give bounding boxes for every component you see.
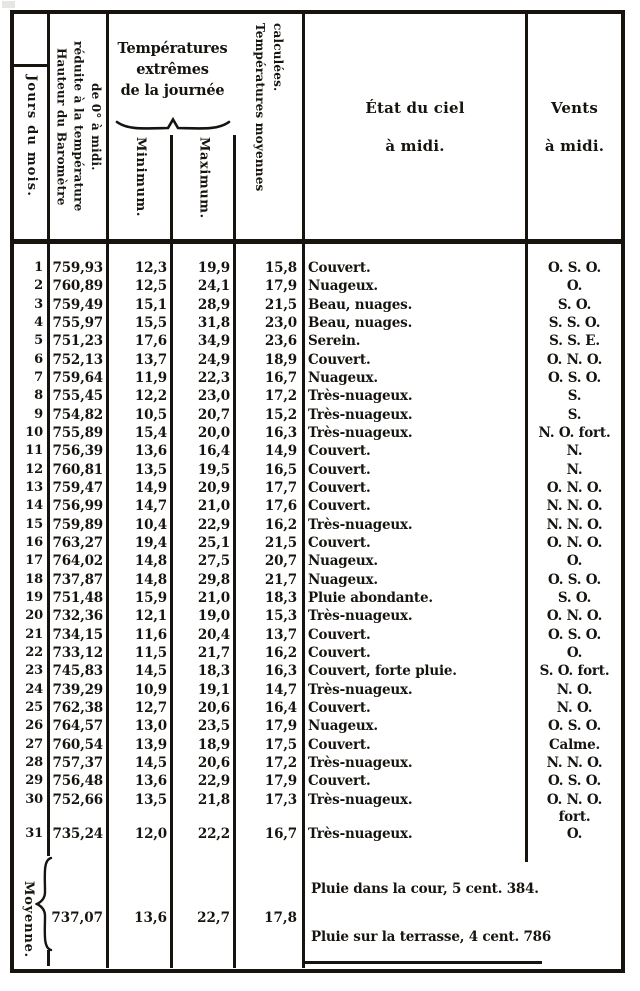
cell-minimum: 10,9 — [134, 681, 167, 698]
cell-wind: O. N. O. — [546, 608, 603, 625]
table-row — [14, 332, 621, 350]
cell-barometer: 760,81 — [52, 461, 103, 478]
cell-sky: Nuageux. — [308, 278, 378, 295]
cell-day: 25 — [25, 699, 43, 715]
header-days-column — [14, 14, 50, 239]
cell-maximum: 19,0 — [197, 608, 230, 625]
cell-barometer: 762,38 — [52, 699, 103, 716]
cell-sky: Nuageux. — [308, 571, 378, 588]
cell-barometer: 759,64 — [52, 369, 103, 386]
cell-maximum: 23,0 — [197, 388, 230, 405]
cell-sky: Très-nuageux. — [308, 791, 413, 808]
cell-wind: O. — [566, 553, 583, 570]
cell-maximum: 20,6 — [197, 699, 230, 716]
cell-day: 29 — [25, 773, 43, 789]
table-row — [14, 516, 621, 534]
table-row — [14, 369, 621, 387]
cell-day: 23 — [25, 663, 43, 679]
cell-mean: 17,3 — [264, 791, 297, 808]
cell-minimum: 15,1 — [134, 296, 167, 313]
notes-bottom-rule — [305, 961, 542, 964]
cell-mean: 15,8 — [264, 260, 297, 276]
cell-day: 18 — [25, 571, 43, 587]
cell-wind: S. S. E. — [549, 333, 600, 350]
cell-barometer: 732,36 — [52, 608, 103, 625]
cell-barometer: 756,39 — [52, 443, 103, 460]
cell-sky: Couvert. — [308, 626, 371, 643]
cell-sky: Très-nuageux. — [308, 608, 413, 625]
cell-wind: O. S. O. — [547, 718, 602, 735]
cell-mean: 15,3 — [264, 608, 297, 625]
table-rows — [14, 259, 621, 843]
cell-barometer: 759,93 — [52, 260, 103, 276]
table-row — [14, 424, 621, 442]
cell-minimum: 13,5 — [134, 791, 167, 808]
cell-barometer: 757,37 — [52, 754, 103, 771]
cell-maximum: 34,9 — [197, 333, 230, 350]
table-row — [14, 589, 621, 607]
cell-wind: O. N. O. — [546, 479, 603, 496]
cell-maximum: 22,9 — [197, 773, 230, 790]
cell-minimum: 10,5 — [134, 406, 167, 423]
cell-mean: 21,5 — [264, 534, 297, 551]
cell-sky: Couvert. — [308, 736, 371, 753]
cell-mean: 17,2 — [264, 388, 297, 405]
table-row — [14, 479, 621, 497]
cell-maximum: 25,1 — [197, 534, 230, 551]
cell-mean: 17,7 — [264, 479, 297, 496]
cell-wind: S. O. fort. — [539, 663, 610, 680]
table-row — [14, 277, 621, 295]
summary-wind-cell — [528, 908, 621, 928]
cell-minimum: 15,4 — [134, 424, 167, 441]
cell-barometer: 745,83 — [52, 663, 103, 680]
cell-barometer: 759,49 — [52, 296, 103, 313]
cell-sky: Très-nuageux. — [308, 406, 413, 423]
cell-wind: S. O. — [557, 296, 592, 313]
cell-day: 13 — [25, 479, 43, 495]
cell-sky: Couvert, forte pluie. — [308, 663, 457, 680]
cell-day: 17 — [25, 553, 43, 569]
cell-minimum: 11,9 — [134, 369, 167, 386]
cell-barometer: 756,48 — [52, 773, 103, 790]
table-row — [14, 791, 621, 825]
table-row — [14, 754, 621, 772]
cell-day: 31 — [25, 825, 43, 841]
cell-minimum: 13,6 — [134, 773, 167, 790]
cell-barometer: 756,99 — [52, 498, 103, 515]
cell-barometer: 735,24 — [52, 825, 103, 842]
header-sky-column — [305, 14, 528, 239]
cell-day: 16 — [25, 534, 43, 550]
cell-barometer: 739,29 — [52, 681, 103, 698]
cell-day: 7 — [34, 369, 43, 385]
cell-maximum: 27,5 — [197, 553, 230, 570]
table-row — [14, 626, 621, 644]
cell-wind-strength: fort. — [558, 808, 591, 825]
cell-mean: 16,7 — [264, 825, 297, 842]
summary-day-cell — [14, 908, 50, 928]
cell-minimum: 12,7 — [134, 699, 167, 716]
cell-wind: O. N. O. — [546, 534, 603, 551]
cell-maximum: 21,7 — [197, 644, 230, 661]
header-extremes-title: Températures extrêmes de la journée — [117, 40, 228, 99]
cell-maximum: 18,9 — [197, 736, 230, 753]
table-body — [14, 244, 621, 968]
cell-minimum: 12,0 — [134, 825, 167, 842]
curly-brace-icon — [35, 856, 55, 952]
cell-mean: 17,9 — [264, 718, 297, 735]
cell-day: 1 — [34, 260, 43, 275]
cell-minimum: 17,6 — [134, 333, 167, 350]
header-winds-column — [528, 14, 621, 239]
scan-artifact — [2, 1, 15, 8]
header-means-column — [236, 14, 305, 239]
cell-barometer: 733,12 — [52, 644, 103, 661]
cell-barometer: 759,89 — [52, 516, 103, 533]
cell-mean: 16,2 — [264, 516, 297, 533]
table-row — [14, 699, 621, 717]
cell-day: 6 — [34, 351, 43, 367]
cell-sky: Couvert. — [308, 260, 371, 276]
cell-day: 22 — [25, 644, 43, 660]
cell-minimum: 14,9 — [134, 479, 167, 496]
cell-minimum: 12,1 — [134, 608, 167, 625]
cell-wind: N. N. O. — [546, 754, 603, 771]
header-minmax-columns — [109, 135, 236, 239]
cell-maximum: 29,8 — [197, 571, 230, 588]
cell-wind: O. S. O. — [547, 260, 602, 276]
cell-day: 14 — [25, 498, 43, 514]
table-row — [14, 662, 621, 680]
cell-day: 30 — [25, 791, 43, 807]
table-row — [14, 442, 621, 460]
cell-barometer: 751,48 — [52, 589, 103, 606]
cell-day: 2 — [34, 278, 43, 294]
cell-wind: N. N. O. — [546, 498, 603, 515]
cell-sky: Couvert. — [308, 351, 371, 368]
cell-barometer: 764,57 — [52, 718, 103, 735]
cell-mean: 16,3 — [264, 663, 297, 680]
cell-wind: Calme. — [549, 736, 600, 753]
cell-sky: Couvert. — [308, 461, 371, 478]
cell-mean: 16,7 — [264, 369, 297, 386]
header-maximum-label: Maximum. — [196, 137, 212, 219]
cell-minimum: 11,6 — [134, 626, 167, 643]
cell-wind: O. — [566, 278, 583, 295]
cell-mean: 16,2 — [264, 644, 297, 661]
cell-maximum: 19,9 — [197, 260, 230, 276]
cell-day: 21 — [25, 626, 43, 642]
cell-maximum: 31,8 — [197, 314, 230, 331]
cell-maximum: 24,1 — [197, 278, 230, 295]
cell-mean: 17,9 — [264, 278, 297, 295]
header-days-label: Jours du mois. — [23, 75, 39, 198]
cell-maximum: 20,9 — [197, 479, 230, 496]
header-maximum-column — [173, 135, 236, 239]
table-row — [14, 406, 621, 424]
header-barometer-label: Hauteur du Baromètre réduite à la température de 0° à midi. — [54, 41, 104, 212]
header-winds-label: Vents à midi. — [544, 98, 605, 155]
cell-barometer: 754,82 — [52, 406, 103, 423]
cell-barometer: 752,13 — [52, 351, 103, 368]
cell-mean: 17,6 — [264, 498, 297, 515]
cell-day: 27 — [25, 736, 43, 752]
cell-maximum: 18,3 — [197, 663, 230, 680]
header-minimum-column — [109, 135, 173, 239]
cell-sky: Nuageux. — [308, 553, 378, 570]
cell-wind: O. S. O. — [547, 571, 602, 588]
table-row — [14, 497, 621, 515]
cell-maximum: 22,9 — [197, 516, 230, 533]
cell-wind: N. O. — [556, 699, 593, 716]
cell-mean: 17,5 — [264, 736, 297, 753]
header-minimum-label: Minimum. — [132, 137, 148, 218]
cell-mean: 21,7 — [264, 571, 297, 588]
header-days-box — [14, 64, 47, 236]
cell-mean: 14,9 — [264, 443, 297, 460]
cell-barometer: 755,45 — [52, 388, 103, 405]
cell-minimum: 13,7 — [134, 351, 167, 368]
cell-day: 11 — [25, 443, 43, 459]
cell-day: 28 — [25, 754, 43, 770]
cell-maximum: 21,8 — [197, 791, 230, 808]
table-row — [14, 296, 621, 314]
cell-maximum: 19,5 — [197, 461, 230, 478]
summary-mean: 17,8 — [264, 910, 297, 926]
cell-minimum: 14,8 — [134, 571, 167, 588]
cell-minimum: 15,5 — [134, 314, 167, 331]
cell-mean: 21,5 — [264, 296, 297, 313]
cell-barometer: 763,27 — [52, 534, 103, 551]
cell-mean: 18,9 — [264, 351, 297, 368]
cell-mean: 23,6 — [264, 333, 297, 350]
cell-minimum: 14,5 — [134, 663, 167, 680]
cell-sky: Couvert. — [308, 773, 371, 790]
summary-maximum: 22,7 — [197, 910, 230, 926]
cell-mean: 13,7 — [264, 626, 297, 643]
column-divider — [47, 950, 50, 966]
cell-minimum: 13,5 — [134, 461, 167, 478]
cell-minimum: 11,5 — [134, 644, 167, 661]
cell-sky: Très-nuageux. — [308, 516, 413, 533]
cell-wind: N. O. — [556, 681, 593, 698]
cell-sky: Couvert. — [308, 644, 371, 661]
cell-minimum: 12,2 — [134, 388, 167, 405]
cell-sky: Très-nuageux. — [308, 388, 413, 405]
table-row — [14, 259, 621, 277]
weather-observation-table — [10, 10, 625, 973]
cell-barometer: 760,89 — [52, 278, 103, 295]
table-row — [14, 607, 621, 625]
cell-day: 10 — [25, 424, 43, 440]
cell-sky: Serein. — [308, 333, 361, 350]
cell-maximum: 28,9 — [197, 296, 230, 313]
cell-minimum: 10,4 — [134, 516, 167, 533]
table-row — [14, 461, 621, 479]
cell-barometer: 755,89 — [52, 424, 103, 441]
table-row — [14, 736, 621, 754]
cell-sky: Couvert. — [308, 699, 371, 716]
cell-mean: 17,9 — [264, 773, 297, 790]
cell-sky: Nuageux. — [308, 718, 378, 735]
cell-sky: Très-nuageux. — [308, 754, 413, 771]
cell-maximum: 23,5 — [197, 718, 230, 735]
summary-row — [14, 908, 621, 928]
cell-day: 19 — [25, 589, 43, 605]
cell-sky: Couvert. — [308, 534, 371, 551]
cell-maximum: 20,4 — [197, 626, 230, 643]
cell-maximum: 22,3 — [197, 369, 230, 386]
summary-barometer: 737,07 — [51, 910, 103, 926]
cell-sky: Couvert. — [308, 498, 371, 515]
cell-sky: Pluie abondante. — [308, 589, 433, 606]
cell-mean: 16,4 — [264, 699, 297, 716]
cell-maximum: 16,4 — [197, 443, 230, 460]
cell-day: 9 — [34, 406, 43, 422]
brace-icon — [114, 116, 232, 133]
cell-wind: S. S. O. — [548, 314, 601, 331]
table-row — [14, 387, 621, 405]
cell-barometer: 759,47 — [52, 479, 103, 496]
cell-mean: 16,5 — [264, 461, 297, 478]
table-row — [14, 314, 621, 332]
table-row — [14, 717, 621, 735]
cell-mean: 16,3 — [264, 424, 297, 441]
cell-wind: S. — [567, 406, 582, 423]
cell-mean: 14,7 — [264, 681, 297, 698]
cell-day: 8 — [34, 388, 43, 404]
cell-wind: O. N. O. fort. — [528, 791, 621, 809]
cell-minimum: 13,9 — [134, 736, 167, 753]
cell-wind: N. — [566, 443, 583, 460]
table-row — [14, 351, 621, 369]
table-row — [14, 825, 621, 843]
cell-maximum: 19,1 — [197, 681, 230, 698]
cell-maximum: 20,0 — [197, 424, 230, 441]
cell-minimum: 12,5 — [134, 278, 167, 295]
cell-mean: 15,2 — [264, 406, 297, 423]
cell-wind: O. — [566, 825, 583, 842]
cell-minimum: 14,8 — [134, 553, 167, 570]
cell-maximum: 20,7 — [197, 406, 230, 423]
cell-sky: Très-nuageux. — [308, 424, 413, 441]
header-sky-label: État du ciel à midi. — [365, 98, 465, 155]
table-row — [14, 644, 621, 662]
table-row — [14, 772, 621, 790]
cell-sky: Couvert. — [308, 479, 371, 496]
cell-barometer: 752,66 — [52, 791, 103, 808]
summary-sky-cell — [305, 908, 528, 928]
cell-sky: Très-nuageux. — [308, 681, 413, 698]
cell-minimum: 19,4 — [134, 534, 167, 551]
cell-barometer: 734,15 — [52, 626, 103, 643]
table-row — [14, 552, 621, 570]
cell-sky: Nuageux. — [308, 369, 378, 386]
cell-wind: O. S. O. — [547, 369, 602, 386]
header-means-label: Températures moyennes calculées. — [253, 23, 285, 192]
cell-mean: 20,7 — [264, 553, 297, 570]
cell-maximum: 21,0 — [197, 498, 230, 515]
cell-minimum: 13,6 — [134, 443, 167, 460]
cell-minimum: 15,9 — [134, 589, 167, 606]
summary-minimum: 13,6 — [134, 910, 167, 926]
cell-barometer: 755,97 — [52, 314, 103, 331]
cell-barometer: 764,02 — [52, 553, 103, 570]
cell-day: 5 — [34, 333, 43, 349]
cell-day: 4 — [34, 314, 43, 330]
cell-barometer: 737,87 — [52, 571, 103, 588]
cell-sky: Beau, nuages. — [308, 296, 413, 313]
cell-maximum: 20,6 — [197, 754, 230, 771]
summary-label: Moyenne. — [20, 881, 36, 958]
cell-day: 15 — [25, 516, 43, 532]
table-row — [14, 571, 621, 589]
cell-day: 20 — [25, 608, 43, 624]
cell-wind: O. N. O. — [546, 351, 603, 368]
cell-wind: S. — [567, 388, 582, 405]
cell-minimum: 13,0 — [134, 718, 167, 735]
cell-mean: 18,3 — [264, 589, 297, 606]
cell-minimum: 14,5 — [134, 754, 167, 771]
cell-minimum: 14,7 — [134, 498, 167, 515]
cell-wind: S. O. — [557, 589, 592, 606]
cell-maximum: 24,9 — [197, 351, 230, 368]
cell-day: 24 — [25, 681, 43, 697]
cell-sky: Couvert. — [308, 443, 371, 460]
cell-day: 26 — [25, 718, 43, 734]
rain-note-terrace: Pluie sur la terrasse, 4 cent. 786 — [311, 929, 552, 945]
cell-minimum: 12,3 — [134, 260, 167, 276]
header-extremes-group — [109, 14, 236, 239]
cell-mean: 23,0 — [264, 314, 297, 331]
rain-note-courtyard: Pluie dans la cour, 5 cent. 384. — [311, 881, 539, 897]
table-header — [14, 14, 621, 244]
cell-sky: Beau, nuages. — [308, 314, 413, 331]
cell-maximum: 21,0 — [197, 589, 230, 606]
cell-day: 12 — [25, 461, 43, 477]
cell-wind: N. — [566, 461, 583, 478]
table-row — [14, 681, 621, 699]
cell-maximum: 22,2 — [197, 825, 230, 842]
table-row — [14, 534, 621, 552]
cell-barometer: 760,54 — [52, 736, 103, 753]
cell-barometer: 751,23 — [52, 333, 103, 350]
header-barometer-column — [50, 14, 109, 239]
cell-wind: O. S. O. — [547, 626, 602, 643]
cell-wind: N. N. O. — [546, 516, 603, 533]
cell-mean: 17,2 — [264, 754, 297, 771]
cell-day: 3 — [34, 296, 43, 312]
cell-wind: O. S. O. — [547, 773, 602, 790]
cell-wind: O. — [566, 644, 583, 661]
cell-sky: Très-nuageux. — [308, 825, 413, 842]
cell-wind: N. O. fort. — [538, 424, 611, 441]
